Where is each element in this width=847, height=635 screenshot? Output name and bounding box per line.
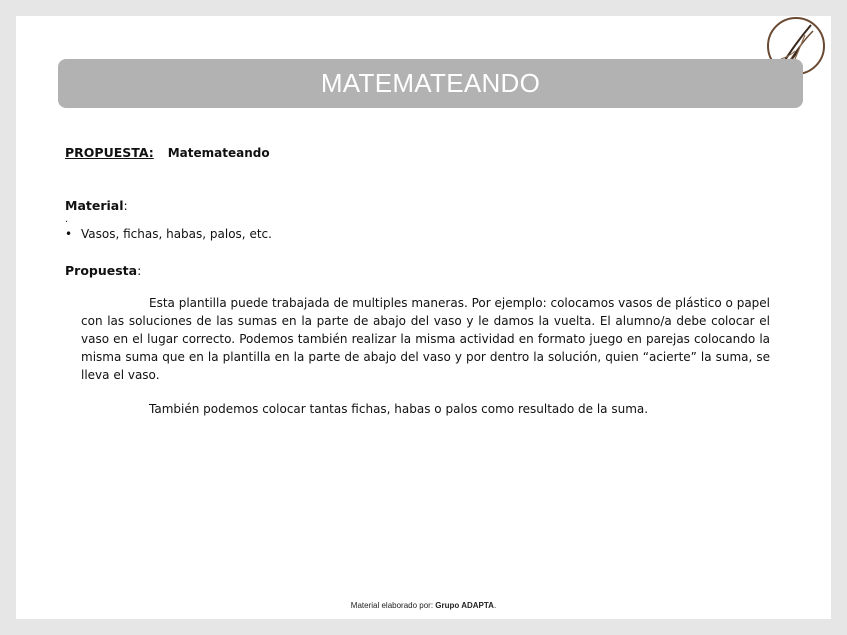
list-item: • Vasos, fichas, habas, palos, etc. [65, 227, 785, 241]
page-title-banner: MATEMATEANDO [58, 59, 803, 108]
proposal-heading: Propuesta: [65, 263, 142, 278]
proposal-section [65, 263, 785, 418]
footer-author: Grupo ADAPTA [435, 601, 494, 610]
proposal-paragraph: También podemos colocar tantas fichas, habas o palos como resultado de la suma. [149, 402, 649, 416]
footer-credit: Material elaborado por: Grupo ADAPTA. [350, 601, 497, 610]
proposal-header [65, 145, 785, 160]
material-heading: Material: [65, 198, 128, 213]
material-section [65, 198, 785, 241]
document-content [65, 145, 785, 418]
proposal-header-label: PROPUESTA: [65, 145, 154, 160]
proposal-header-value: Matemateando [167, 146, 270, 160]
proposal-paragraph: Esta plantilla puede trabajada de multiples maneras. Por ejemplo: colocamos vasos de plástico o papel con las soluciones de las sumas en la parte de abajo del vaso y le damos la vuelta. El alumno/a debe colocar el vaso en el lugar correcto. Podemos también realizar la misma actividad en formato juego en parejas colocando la misma suma que en la plantilla en la parte de abajo del vaso y por dentro la solución, quien “acierte” la suma, se lleva el vaso. [81, 296, 770, 382]
material-list [65, 227, 785, 241]
stray-dot: . [65, 214, 69, 225]
